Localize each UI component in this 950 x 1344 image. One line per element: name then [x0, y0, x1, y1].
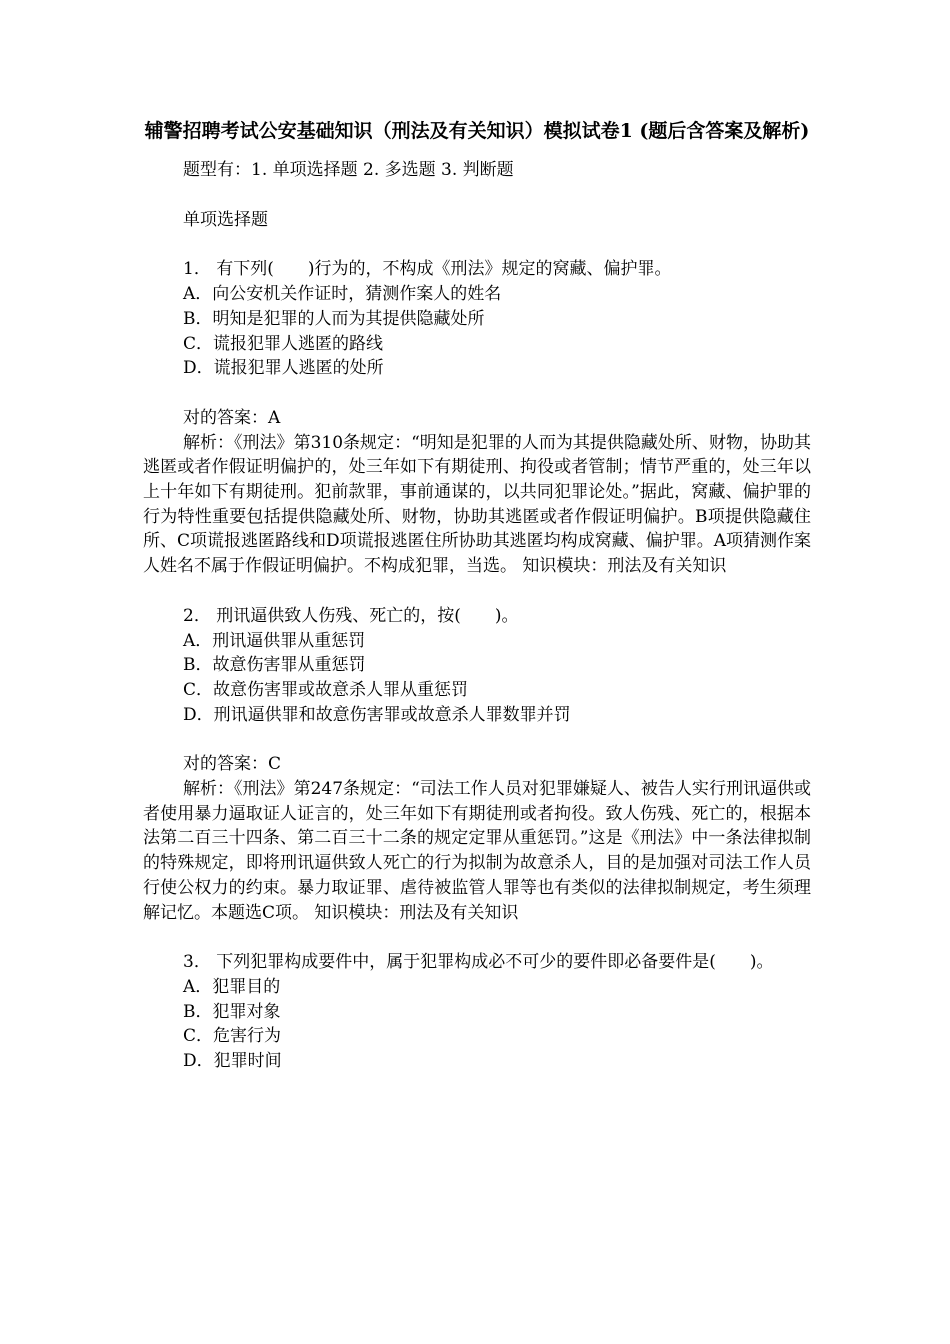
option-d: D．犯罪时间: [183, 1051, 282, 1072]
option-c: C．危害行为: [183, 1026, 282, 1047]
question-stem: 1． 有下列( )行为的，不构成《刑法》规定的窝藏、偏护罪。: [183, 259, 672, 280]
question-types-line: 题型有：1. 单项选择题 2. 多选题 3. 判断题: [183, 160, 514, 180]
question-2: [143, 604, 811, 925]
section-heading: 单项选择题: [183, 209, 268, 230]
option-a: A．向公安机关作证时，猜测作案人的姓名: [183, 284, 502, 305]
option-d: D．刑讯逼供罪和故意伤害罪或故意杀人罪数罪并罚: [183, 704, 571, 725]
answer-line: 对的答案：C: [183, 754, 282, 775]
analysis-paragraph: 解析：《刑法》第310条规定：“明知是犯罪的人而为其提供隐藏处所、财物，协助其逃匿或者作假证明偏护的，处三年如下有期徒刑、拘役或者管制；情节严重的，处三年以上十年如下有期徒刑。犯前款罪，事前通谋的，以共同犯罪论处。”据此，窝藏、偏护罪的行为特性重要包括提供隐藏处所、财物，协助其逃匿或者作假证明偏护。B项提供隐藏住所、C项谎报逃匿路线和D项谎报逃匿住所协助其逃匿均构成窝藏、偏护罪。A项猜测作案人姓名不属于作假证明偏护。不构成犯罪，当选。 知识模块：刑法及有关知识: [143, 432, 811, 577]
option-d: D．谎报犯罪人逃匿的处所: [183, 358, 384, 379]
option-a: A．犯罪目的: [183, 976, 281, 997]
option-b: B．故意伤害罪从重惩罚: [183, 655, 366, 676]
document-page: [143, 118, 811, 1074]
option-c: C．故意伤害罪或故意杀人罪从重惩罚: [183, 679, 469, 700]
question-stem: 3． 下列犯罪构成要件中，属于犯罪构成必不可少的要件即必备要件是( )。: [183, 952, 774, 973]
question-stem: 2． 刑讯逼供致人伤残、死亡的，按( )。: [183, 605, 519, 626]
option-b: B．犯罪对象: [183, 1001, 281, 1022]
question-1: [143, 257, 811, 578]
question-3: [143, 950, 811, 1074]
document-title: 辅警招聘考试公安基础知识（刑法及有关知识）模拟试卷1 (题后含答案及解析): [144, 120, 810, 142]
analysis-paragraph: 解析：《刑法》第247条规定：“司法工作人员对犯罪嫌疑人、被告人实行刑讯逼供或者使用暴力逼取证人证言的，处三年如下有期徒刑或者拘役。致人伤残、死亡的，根据本法第二百三十四条、第二百三十二条的规定定罪从重惩罚。”这是《刑法》中一条法律拟制的特殊规定，即将刑讯逼供致人死亡的行为拟制为故意杀人，目的是加强对司法工作人员行使公权力的约束。暴力取证罪、虐待被监管人罪等也有类似的法律拟制规定，考生须理解记忆。本题选C项。 知识模块：刑法及有关知识: [143, 779, 811, 923]
option-a: A．刑讯逼供罪从重惩罚: [183, 630, 366, 651]
option-c: C．谎报犯罪人逃匿的路线: [183, 333, 384, 354]
answer-line: 对的答案：A: [183, 407, 281, 428]
option-b: B．明知是犯罪的人而为其提供隐藏处所: [183, 308, 485, 329]
